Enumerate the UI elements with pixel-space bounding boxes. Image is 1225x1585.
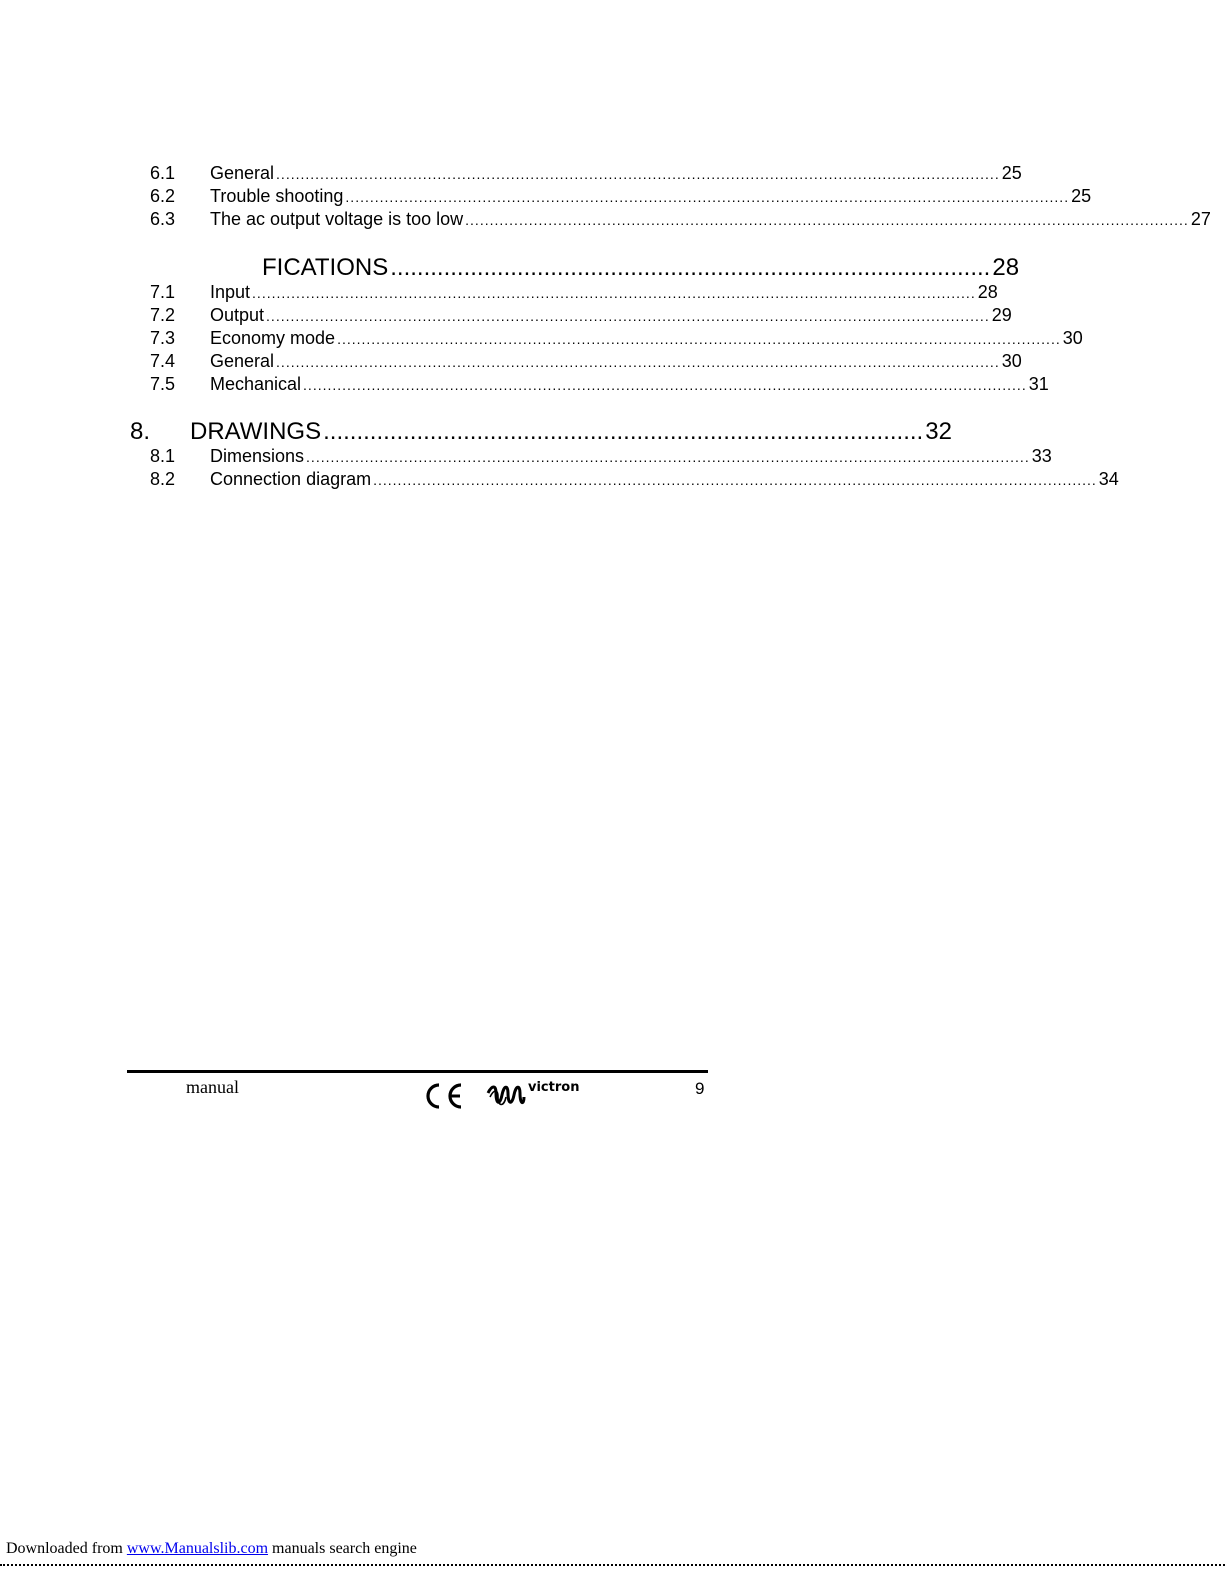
toc-row-title: Mechanical: [210, 374, 302, 394]
toc-row-title: Input: [210, 282, 251, 302]
toc-row-number: 7.1: [150, 282, 176, 302]
toc-row-page: 34: [1098, 469, 1119, 489]
toc-row-page: 28: [977, 282, 998, 302]
toc-row[interactable]: [150, 304, 1012, 327]
toc-row-number: 8.1: [150, 446, 176, 466]
toc-leader-dots: ....................................................................................................................................................: [252, 285, 976, 301]
toc-leader-dots: ....................................................................................................................................................: [276, 166, 1000, 182]
toc-row[interactable]: [150, 373, 1049, 396]
toc-leader-dots: ....................................................................................................................................................: [306, 449, 1030, 465]
toc-row-number: 6.1: [150, 163, 176, 183]
toc-row[interactable]: [150, 327, 1083, 350]
toc-leader-dots: ....................................................................................................................................................: [465, 212, 1189, 228]
toc-row-title: Trouble shooting: [210, 186, 344, 206]
toc-row-page: 25: [1001, 163, 1022, 183]
toc-row-number: 7.2: [150, 305, 176, 325]
toc-chapter-title: DRAWINGS: [190, 418, 322, 445]
toc-row-title: Output: [210, 305, 265, 325]
toc-row[interactable]: [150, 281, 998, 304]
toc-row-number: 6.2: [150, 186, 176, 206]
toc-row[interactable]: [150, 350, 1022, 373]
toc-row-page: 31: [1028, 374, 1049, 394]
toc-chapter-title: FICATIONS: [262, 254, 389, 281]
toc-row-number: 7.3: [150, 328, 176, 348]
ce-mark-icon: [425, 1082, 465, 1110]
toc-leader-dots: ....................................................................................................................................................: [337, 331, 1061, 347]
victron-brand-text: victron: [528, 1080, 580, 1095]
toc-row-page: 30: [1062, 328, 1083, 348]
footer-manual-label: manual: [186, 1077, 239, 1097]
toc-row-page: 25: [1071, 186, 1092, 206]
toc-chapter-page: 32: [925, 418, 952, 445]
toc-row-title: Dimensions: [210, 446, 305, 466]
toc-leader-dots: ....................................................................................................................................................: [345, 189, 1070, 205]
toc-row[interactable]: [150, 445, 1052, 468]
toc-row[interactable]: [150, 185, 1092, 208]
toc-row[interactable]: [150, 162, 1022, 185]
manualslib-link[interactable]: www.Manualslib.com: [126, 1540, 269, 1557]
footer-divider: [127, 1070, 708, 1073]
toc-row-page: 29: [991, 305, 1012, 325]
toc-row-title: Connection diagram: [210, 469, 372, 489]
toc-chapter-row[interactable]: [262, 254, 1020, 282]
toc-row[interactable]: [150, 208, 1211, 231]
toc-row-page: 27: [1190, 209, 1211, 229]
toc-row-title: The ac output voltage is too low: [210, 209, 464, 229]
toc-row-title: General: [210, 351, 275, 371]
toc-row-number: 7.4: [150, 351, 176, 371]
toc-row-page: 30: [1001, 351, 1022, 371]
toc-row-number: 8.2: [150, 469, 176, 489]
bottom-divider: [0, 1564, 1225, 1566]
download-suffix: manuals search engine: [272, 1540, 417, 1557]
toc-leader-dots: ....................................................................................................................................................: [276, 354, 1000, 370]
victron-logo-icon: [486, 1083, 526, 1111]
download-source-bar: [0, 1540, 1225, 1585]
toc-leader-dots: ....................................................................................................................................................: [373, 472, 1097, 488]
toc-row-number: 7.5: [150, 374, 176, 394]
toc-chapter-row[interactable]: [130, 418, 952, 446]
toc-chapter-page: 28: [992, 254, 1020, 281]
toc-row[interactable]: [150, 468, 1119, 491]
toc-row-title: General: [210, 163, 275, 183]
toc-row-title: Economy mode: [210, 328, 336, 348]
toc-chapter-number: 8.: [130, 418, 151, 445]
toc-leader-dots: ..........................................................................................: [390, 254, 991, 281]
toc-row-page: 33: [1031, 446, 1052, 466]
download-prefix: Downloaded from: [6, 1540, 123, 1557]
toc-row-number: 6.3: [150, 209, 176, 229]
toc-leader-dots: ....................................................................................................................................................: [303, 377, 1027, 393]
page-number: 9: [695, 1079, 705, 1098]
toc-leader-dots: ....................................................................................................................................................: [266, 308, 990, 324]
toc-leader-dots: ..........................................................................................: [323, 418, 924, 445]
